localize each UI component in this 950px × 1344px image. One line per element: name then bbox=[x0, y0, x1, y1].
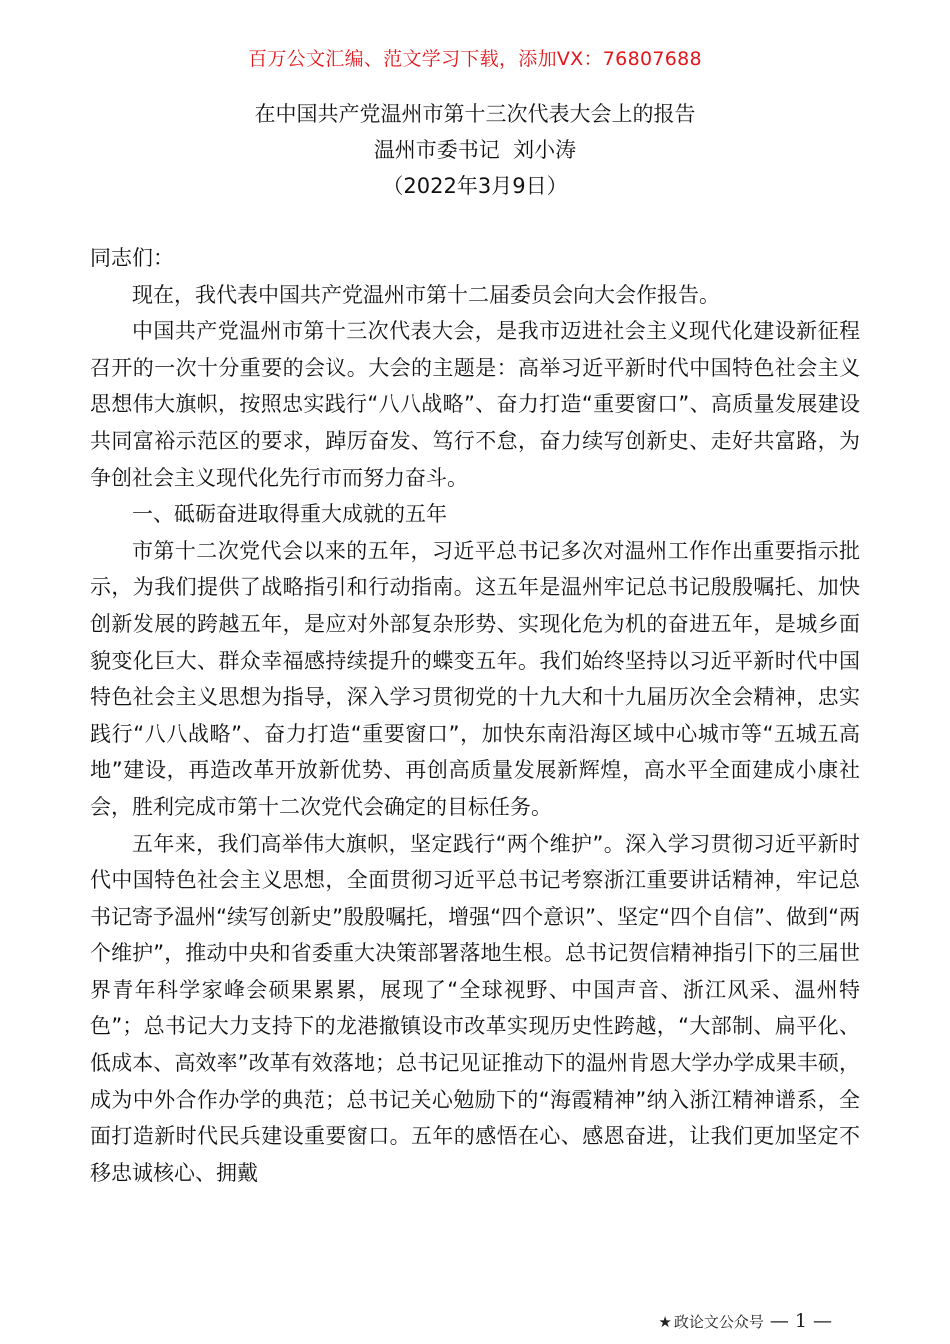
paragraph-theme: 中国共产党温州市第十三次代表大会，是我市迈进社会主义现代化建设新征程召开的一次十分重要的会议。大会的主题是：高举习近平新时代中国特色社会主义思想伟大旗帜，按照忠实践行“八八战略”、奋力打造“重要窗口”、高质量发展建设共同富裕示范区的要求，踔厉奋发、笃行不怠，奋力续写创新史、走好共富路，为争创社会主义现代化先行市而努力奋斗。 bbox=[90, 319, 860, 490]
section-heading-1: 一、砥砺奋进取得重大成就的五年 bbox=[132, 502, 447, 527]
salutation: 同志们： bbox=[90, 246, 174, 270]
paragraph-banner-flag: 五年来，我们高举伟大旗帜，坚定践行“两个维护”。深入学习贯彻习近平新时代中国特色社会主义思想，全面贯彻习近平总书记考察浙江重要讲话精神，牢记总书记寄予温州“续写创新史”殷殷嘱托，增强“四个意识”、坚定“四个自信”、做到“两个维护”，推动中央和省委重大决策部署落地生根。总书记贺信精神指引下的三届世界青年科学家峰会硕果累累，展现了“全球视野、中国声音、浙江风采、温州特色”；总书记大力支持下的龙港撤镇设市改革实现历史性跨越，“大部制、扁平化、低成本、高效率”改革有效落地；总书记见证推动下的温州肯恩大学办学成果丰硕，成为中外合作办学的典范；总书记关心勉励下的“海霞精神”纳入浙江精神谱系，全面打造新时代民兵建设重要窗口。五年的感悟在心、感恩奋进，让我们更加坚定不移忠诚核心、拥戴 bbox=[90, 831, 860, 1185]
footer-source: 政论文公众号 bbox=[673, 1313, 764, 1331]
page-number: — 1 — bbox=[769, 1310, 832, 1332]
download-banner: 百万公文汇编、范文学习下载，添加VX：76807688 bbox=[248, 48, 702, 70]
paragraph-five-years: 市第十二次党代会以来的五年，习近平总书记多次对温州工作作出重要指示批示，为我们提供了战略指引和行动指南。这五年是温州牢记总书记殷殷嘱托、加快创新发展的跨越五年，是应对外部复杂形势、实现化危为机的奋进五年，是城乡面貌变化巨大、群众幸福感持续提升的蝶变五年。我们始终坚持以习近平新时代中国特色社会主义思想为指导，深入学习贯彻党的十九大和十九届历次全会精神，忠实践行“八八战略”、奋力打造“重要窗口”，加快东南沿海区域中心城市等“五城五高地”建设，再造改革开放新优势、再创高质量发展新辉煌，高水平全面建成小康社会，胜利完成市第十二次党代会确定的目标任务。 bbox=[90, 538, 860, 819]
report-date: （2022年3月9日） bbox=[382, 174, 568, 198]
paragraph-opening: 现在，我代表中国共产党温州市第十二届委员会向大会作报告。 bbox=[132, 282, 720, 307]
document-title-block bbox=[0, 96, 950, 204]
page-footer bbox=[658, 1310, 832, 1332]
report-body bbox=[90, 240, 860, 1191]
star-icon: ★ bbox=[658, 1313, 672, 1331]
report-author: 温州市委书记 刘小涛 bbox=[373, 138, 577, 162]
report-heading: 在中国共产党温州市第十三次代表大会上的报告 bbox=[254, 102, 696, 126]
